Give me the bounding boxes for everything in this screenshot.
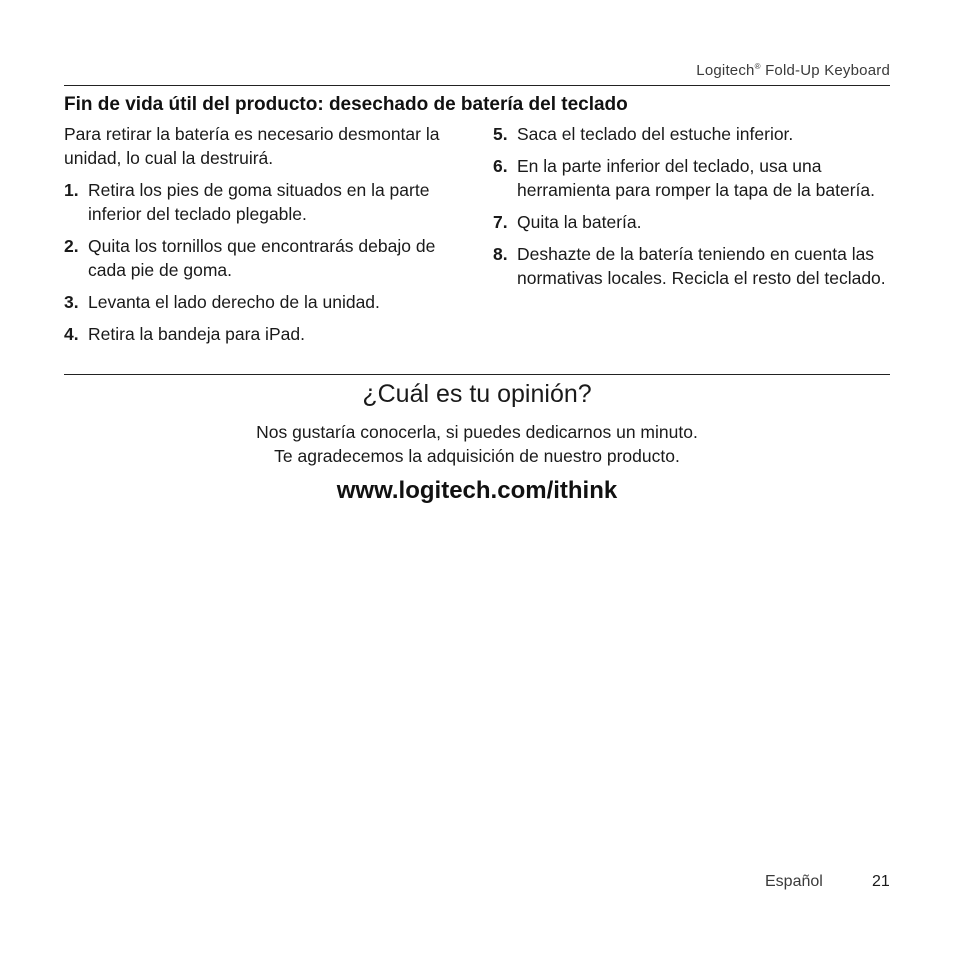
header-divider	[64, 85, 890, 86]
header-brand: Logitech	[696, 62, 755, 79]
step-number: 6.	[493, 156, 508, 176]
step-number: 1.	[64, 180, 79, 200]
footer-language: Español	[765, 873, 823, 890]
section-title: Fin de vida útil del producto: desechado de batería del teclado	[64, 94, 628, 115]
page-number: 21	[872, 873, 890, 890]
intro-paragraph: Para retirar la batería es necesario desmontar la unidad, lo cual la destruirá.	[64, 124, 440, 168]
step-number: 4.	[64, 324, 79, 344]
step-text: Levanta el lado derecho de la unidad.	[88, 292, 380, 312]
step-number: 5.	[493, 124, 508, 144]
step-number: 8.	[493, 244, 508, 264]
step-item	[493, 210, 893, 234]
section-divider	[64, 374, 890, 375]
step-number: 7.	[493, 212, 508, 232]
step-text: Quita los tornillos que encontrarás debajo de cada pie de goma.	[88, 236, 436, 280]
step-text: Retira la bandeja para iPad.	[88, 324, 305, 344]
step-item	[493, 242, 893, 290]
step-text: Deshazte de la batería teniendo en cuenta las normativas locales. Recicla el resto del teclado.	[517, 244, 886, 288]
step-text: Saca el teclado del estuche inferior.	[517, 124, 794, 144]
feedback-url-link[interactable]: www.logitech.com/ithink	[336, 477, 618, 504]
running-header	[64, 62, 890, 79]
step-number: 2.	[64, 236, 79, 256]
trademark-symbol: ®	[754, 62, 761, 71]
step-number: 3.	[64, 292, 79, 312]
step-item	[64, 234, 474, 282]
feedback-line-1: Nos gustaría conocerla, si puedes dedicarnos un minuto.	[256, 422, 698, 442]
feedback-line-2: Te agradecemos la adquisición de nuestro producto.	[274, 446, 680, 466]
step-item	[64, 290, 474, 314]
step-text: Quita la batería.	[517, 212, 642, 232]
header-product-name: Fold-Up Keyboard	[760, 62, 890, 79]
step-item	[493, 122, 893, 146]
step-text: Retira los pies de goma situados en la parte inferior del teclado plegable.	[88, 180, 430, 224]
step-item	[64, 178, 474, 226]
step-item	[64, 322, 474, 346]
feedback-title: ¿Cuál es tu opinión?	[362, 380, 592, 408]
step-item	[493, 154, 893, 202]
right-column	[493, 122, 893, 298]
left-column	[64, 122, 474, 354]
step-text: En la parte inferior del teclado, usa una herramienta para romper la tapa de la batería.	[517, 156, 875, 200]
feedback-body	[0, 420, 954, 468]
